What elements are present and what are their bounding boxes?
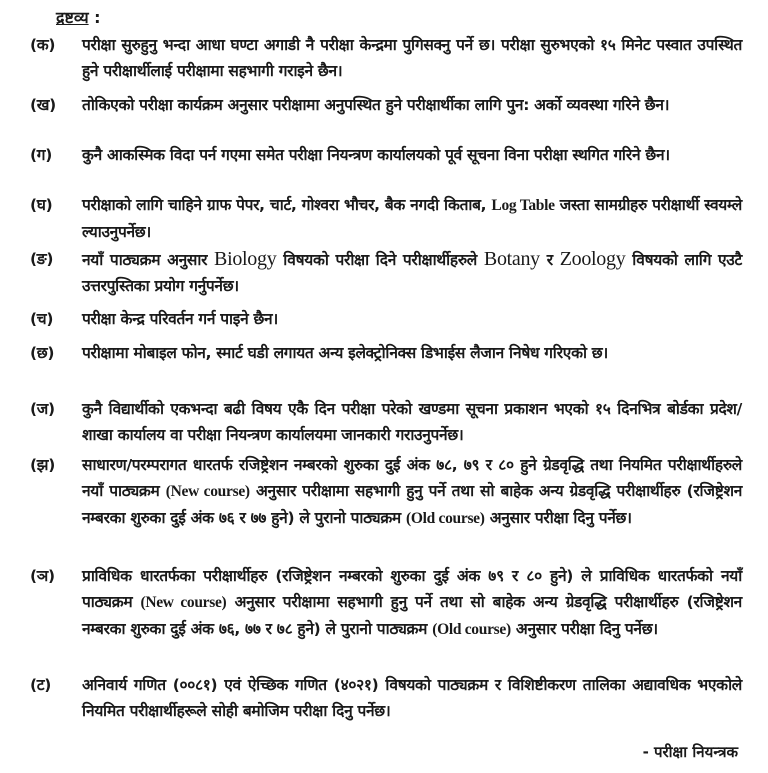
- item-text: [82, 192, 742, 245]
- item-text-part: अनुसार परीक्षामा सहभागी हुनु पर्ने तथा सो बाहेक अन्य ग्रेडवृद्धि परीक्षार्थीहरु (रजिष्ट्रेशन नम्बरका शुरुका दुई अंक ७६ र ७७ हुने) ले पुरानो पाठ्यक्रम: [82, 482, 742, 527]
- item-marker: (ग): [30, 146, 52, 164]
- notes-heading-text: द्रष्टव्य: [56, 8, 89, 27]
- item-text-part: नयाँ पाठ्यक्रम अनुसार: [82, 251, 215, 269]
- item-text-part: प्राविधिक धारतर्फका परीक्षार्थीहरु (रजिष्ट्रेशन नम्बरको शुरुका दुई अंक ७९ र ८० हुने) ले प्राविधिक धारतर्फको नयाँ पाठ्यक्रम: [82, 567, 742, 611]
- item-text-part: विषयको परीक्षा दिने परीक्षार्थीहरुले: [276, 251, 484, 269]
- item-marker: (ट): [30, 676, 52, 694]
- item-marker: (च): [30, 310, 54, 328]
- note-item-cha: [30, 306, 742, 332]
- item-text: तोकिएको परीक्षा कार्यक्रम अनुसार परीक्षामा अनुपस्थित हुने परीक्षार्थीका लागि पुन: अर्को व्यवस्था गरिने छैन।: [82, 96, 670, 114]
- note-item-chha: [30, 340, 742, 366]
- item-marker: (झ): [30, 456, 55, 474]
- item-marker: (ख): [30, 96, 56, 114]
- item-latin-term: Biology: [214, 248, 277, 270]
- note-item-kha: [30, 92, 742, 118]
- item-text-part: अनुसार परीक्षा दिनु पर्नेछ।: [510, 620, 658, 638]
- item-latin-term: (Old course): [432, 621, 511, 638]
- item-marker: (ङ): [30, 250, 54, 268]
- item-text: कुनै विद्यार्थीको एकभन्दा बढी विषय एकै दिन परीक्षा परेको खण्डमा सूचना प्रकाशन भएको १५ दिनभित्र बोर्डका प्रदेश/शाखा कार्यालय वा परीक्षा नियन्त्रण कार्यालयमा जानकारी गराउनुपर्नेछ।: [82, 400, 742, 444]
- item-latin-term: (Old course): [406, 510, 485, 527]
- notes-heading: [56, 6, 101, 28]
- item-latin-term: (New course): [140, 594, 227, 611]
- item-text: [82, 563, 742, 643]
- item-text: [82, 246, 742, 299]
- item-marker: (ञ): [30, 567, 55, 585]
- item-text: अनिवार्य गणित (००८१) एवं ऐच्छिक गणित (४०२१) विषयको पाठ्यक्रम र विशिष्टीकरण तालिका अद्यावधिक भएकोले नियमित परीक्षार्थीहरूले सोही बमोजिम परीक्षा दिनु पर्नेछ।: [82, 676, 742, 720]
- item-text-part: विषयको लागि एउटै उत्तरपुस्तिका प्रयोग गर्नुपर्नेछ।: [82, 251, 743, 295]
- signature: - परीक्षा नियन्त्रक: [642, 743, 738, 761]
- item-text: कुनै आकस्मिक विदा पर्न गएमा समेत परीक्षा नियन्त्रण कार्यालयको पूर्व सूचना विना परीक्षा स्थगित गरिने छैन।: [82, 146, 670, 164]
- note-item-gha: [30, 192, 742, 245]
- note-item-nya: [30, 563, 742, 643]
- note-item-nga: [30, 246, 742, 299]
- item-marker: (घ): [30, 196, 53, 214]
- item-text: परीक्षामा मोबाइल फोन, स्मार्ट घडी लगायत अन्य इलेक्ट्रोनिक्स डिभाईस लैजान निषेध गरिएको छ।: [82, 344, 608, 362]
- item-text-part: र: [539, 251, 560, 269]
- item-text-part: अनुसार परीक्षा दिनु पर्नेछ।: [484, 509, 632, 527]
- item-marker: (क): [30, 36, 56, 54]
- item-marker: (छ): [30, 344, 55, 362]
- item-text-part: अनुसार परीक्षामा सहभागी हुनु पर्ने तथा सो बाहेक अन्य ग्रेडवृद्धि परीक्षार्थीहरु (रजिष्ट्रेशन नम्बरका शुरुका दुई अंक ७६, ७७ र ७८ हुने) ले पुरानो पाठ्यक्रम: [82, 593, 742, 638]
- item-text: [82, 452, 742, 532]
- item-latin-term: Log Table: [491, 197, 555, 214]
- note-item-ka: [30, 32, 742, 84]
- item-latin-term: (New course): [165, 483, 250, 500]
- item-text: परीक्षा केन्द्र परिवर्तन गर्न पाइने छैन।: [82, 310, 278, 328]
- notes-heading-colon: :: [88, 8, 101, 27]
- item-marker: (ज): [30, 400, 55, 418]
- note-item-ga: [30, 142, 742, 168]
- note-item-ja: [30, 396, 742, 448]
- item-latin-term: Zoology: [559, 248, 626, 270]
- item-text-part: साधारण/परम्परागत धारतर्फ रजिष्ट्रेशन नम्बरको शुरुका दुई अंक ७८, ७९ र ८० हुने ग्रेडवृद्धि तथा नियमित परीक्षार्थीहरुले नयाँ पाठ्यक्रम: [82, 456, 742, 500]
- item-latin-term: Botany: [483, 248, 540, 270]
- item-text: परीक्षा सुरुहुनु भन्दा आधा घण्टा अगाडी नै परीक्षा केन्द्रमा पुगिसक्नु पर्ने छ। परीक्षा सुरुभएको १५ मिनेट पस्वात उपस्थित हुने परीक्षार्थीलाई परीक्षामा सहभागी गराइने छैन।: [82, 36, 742, 80]
- item-text-part: परीक्षाको लागि चाहिने ग्राफ पेपर, चार्ट, गोश्वरा भौचर, बैक नगदी किताब,: [82, 196, 492, 214]
- note-item-jha: [30, 452, 742, 532]
- item-text-part: जस्ता सामग्रीहरु परीक्षार्थी स्वयम्ले ल्याउनुपर्नेछ।: [82, 196, 742, 241]
- note-item-ta: [30, 672, 742, 724]
